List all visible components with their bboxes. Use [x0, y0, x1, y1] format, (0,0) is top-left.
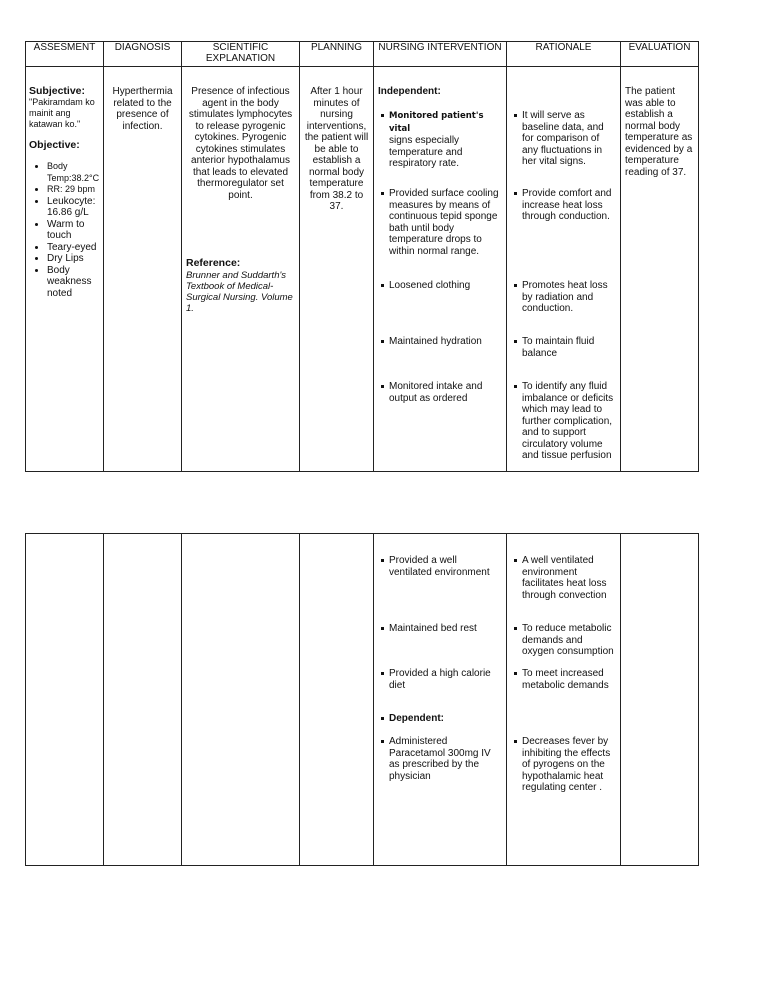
reference-label: Reference:	[186, 257, 241, 269]
header-diagnosis: DIAGNOSIS	[104, 42, 182, 67]
subjective-quote: "Pakiramdam ko mainit ang katawan ko."	[29, 97, 95, 129]
rationale-item: Provide comfort and increase heat loss through conduction.	[513, 188, 616, 223]
diagnosis-cell	[104, 534, 182, 866]
objective-item: • Warm to touch	[47, 219, 101, 242]
planning-cell	[300, 67, 374, 472]
header-evaluation: EVALUATION	[621, 42, 699, 67]
rationale-item: To maintain fluid balance	[513, 336, 616, 359]
rationale-item: Decreases fever by inhibiting the effects of pyrogens on the hypothalamic heat regulating center .	[513, 736, 616, 794]
diagnosis-text: Hyperthermia related to the presence of infection.	[112, 86, 173, 132]
scientific-explanation-cell	[182, 67, 300, 472]
intervention-rest: signs especially temperature and respiratory rate.	[389, 135, 463, 169]
assessment-cell	[26, 67, 104, 472]
objective-item: • Teary-eyed	[47, 242, 101, 254]
objective-item: • Body weakness noted	[47, 265, 101, 300]
assessment-cell	[26, 534, 104, 866]
objective-item: • Leukocyte: 16.86 g/L	[47, 196, 101, 219]
subjective-label: Subjective:	[29, 85, 86, 97]
rationale-item: Promotes heat loss by radiation and conduction.	[513, 280, 616, 315]
header-assessment: ASSESMENT	[26, 42, 104, 67]
evaluation-cell	[621, 67, 699, 472]
evaluation-cell	[621, 534, 699, 866]
nursing-intervention-cell	[374, 534, 507, 866]
header-nursing-intervention: NURSING INTERVENTION	[374, 42, 507, 67]
objective-item: • Dry Lips	[47, 253, 101, 265]
intervention-item: Maintained hydration	[380, 336, 502, 348]
rationale-item: It will serve as baseline data, and for comparison of any fluctuations in her vital signs.	[513, 110, 616, 168]
intervention-item: Maintained bed rest	[380, 623, 502, 635]
nursing-intervention-cell	[374, 67, 507, 472]
header-scientific-explanation: SCIENTIFIC EXPLANATION	[182, 42, 300, 67]
scientific-explanation-cell	[182, 534, 300, 866]
rationale-item: To meet increased metabolic demands	[513, 668, 616, 691]
header-planning: PLANNING	[300, 42, 374, 67]
header-row	[26, 42, 699, 67]
rationale-item: To identify any fluid imbalance or deficits which may lead to further complication, and to support circulatory volume and tissue perfusion	[513, 381, 616, 462]
rationale-item: A well ventilated environment facilitates heat loss through convection	[513, 555, 616, 601]
intervention-item: Monitored intake and output as ordered	[380, 381, 502, 404]
reference-text: Brunner and Suddarth's Textbook of Medical-Surgical Nursing. Volume 1.	[186, 270, 293, 314]
independent-heading: Independent:	[378, 86, 441, 97]
objective-label: Objective:	[29, 139, 80, 151]
objective-list	[29, 161, 101, 299]
rationale-cell	[507, 534, 621, 866]
dependent-heading: Dependent:	[380, 713, 502, 725]
intervention-item: Loosened clothing	[380, 280, 502, 292]
header-rationale: RATIONALE	[507, 42, 621, 67]
rationale-item: To reduce metabolic demands and oxygen consumption	[513, 623, 616, 658]
content-row	[26, 67, 699, 472]
intervention-lead: Monitored patient's vital	[389, 111, 484, 134]
rationale-cell	[507, 67, 621, 472]
objective-item: • Body Temp:38.2°C	[47, 161, 101, 184]
diagnosis-cell	[104, 67, 182, 472]
evaluation-text: The patient was able to establish a normal body temperature as evidenced by a temperature reading of 37.	[625, 86, 693, 178]
care-plan-table-1	[25, 41, 699, 472]
intervention-item: Administered Paracetamol 300mg IV as prescribed by the physician	[380, 736, 502, 782]
planning-cell	[300, 534, 374, 866]
intervention-item: Provided a high calorie diet	[380, 668, 502, 691]
scientific-explanation-text: Presence of infectious agent in the body stimulates lymphocytes to release pyrogenic cytokines. Pyrogenic cytokines stimulates anterior hypothalamus that leads to elevated thermoregulator set point.	[188, 86, 293, 201]
content-row	[26, 534, 699, 866]
care-plan-table-2	[25, 533, 699, 866]
intervention-item: Provided a well ventilated environment	[380, 555, 502, 578]
intervention-item	[380, 110, 502, 170]
planning-text: After 1 hour minutes of nursing interventions, the patient will be able to establish a normal body temperature from 38.2 to 37.	[304, 86, 369, 212]
intervention-item: Provided surface cooling measures by means of continuous tepid sponge bath until body temperature drops to within normal range.	[380, 188, 502, 257]
objective-item: • RR: 29 bpm	[47, 184, 101, 196]
